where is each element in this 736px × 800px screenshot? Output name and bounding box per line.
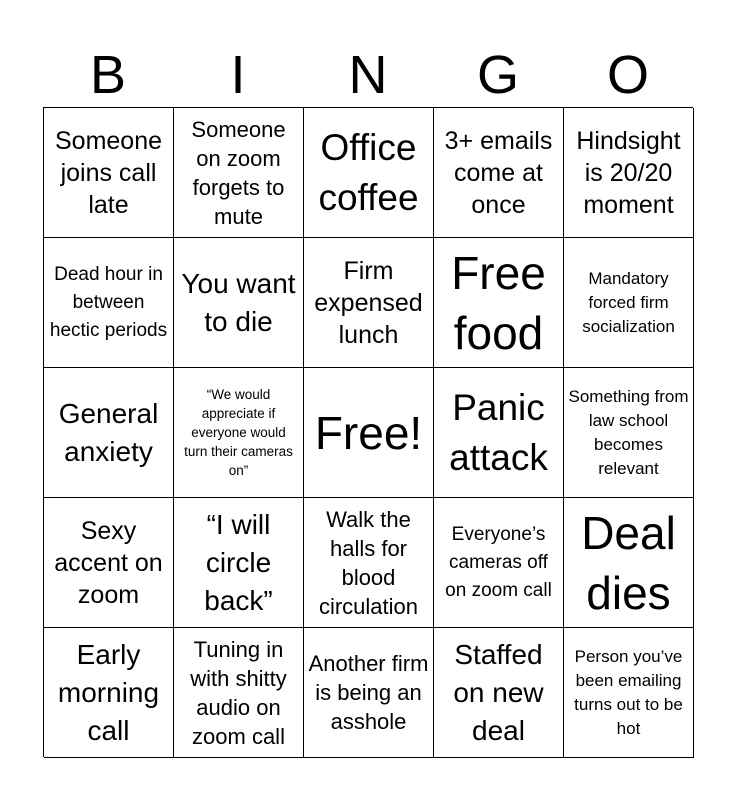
cell-text: Early morning call xyxy=(57,638,160,746)
bingo-cell[interactable] xyxy=(434,108,564,238)
cell-text: “I will circle back” xyxy=(204,508,273,616)
bingo-cell[interactable] xyxy=(44,238,174,368)
cell-text: Hindsight is 20/20 moment xyxy=(576,126,681,219)
cell-text: Tuning in with shitty audio on zoom call xyxy=(190,636,287,749)
cell-text: “We would appreciate if everyone would turn their cameras on” xyxy=(184,387,293,478)
cell-text: Everyone’s cameras off on zoom call xyxy=(445,523,552,601)
cell-text: Staffed on new deal xyxy=(453,638,544,746)
cell-text: Sexy accent on zoom xyxy=(54,516,163,609)
bingo-cell[interactable] xyxy=(44,498,174,628)
bingo-cell[interactable] xyxy=(564,368,694,498)
cell-text: Deal dies xyxy=(581,506,676,619)
cell-text: Someone on zoom forgets to mute xyxy=(191,116,286,229)
cell-text: Someone joins call late xyxy=(54,126,163,219)
bingo-cell[interactable] xyxy=(304,238,434,368)
bingo-header xyxy=(43,42,693,108)
bingo-grid xyxy=(43,107,693,757)
bingo-cell[interactable] xyxy=(304,628,434,758)
bingo-cell[interactable] xyxy=(564,108,694,238)
cell-text: Walk the halls for blood circulation xyxy=(318,506,419,619)
bingo-cell[interactable] xyxy=(434,498,564,628)
bingo-cell[interactable] xyxy=(174,108,304,238)
cell-text: Panic attack xyxy=(449,386,548,478)
bingo-cell[interactable] xyxy=(434,368,564,498)
bingo-cell[interactable] xyxy=(44,108,174,238)
cell-text: Something from law school becomes relevant xyxy=(568,386,689,478)
cell-text: Free food xyxy=(451,246,546,359)
bingo-cell[interactable] xyxy=(564,498,694,628)
header-letter-o: O xyxy=(606,45,649,105)
bingo-cell[interactable] xyxy=(304,108,434,238)
bingo-cell[interactable] xyxy=(564,238,694,368)
header-letter-b: B xyxy=(89,45,127,105)
cell-text: 3+ emails come at once xyxy=(444,126,553,219)
header-letter-g: G xyxy=(476,45,519,105)
bingo-cell[interactable] xyxy=(434,238,564,368)
bingo-cell[interactable] xyxy=(434,628,564,758)
cell-text: Free! xyxy=(314,406,423,459)
bingo-cell[interactable] xyxy=(174,628,304,758)
bingo-cell[interactable] xyxy=(564,628,694,758)
cell-text: You want to die xyxy=(181,267,296,337)
bingo-cell[interactable] xyxy=(304,498,434,628)
cell-text: Mandatory forced firm socialization xyxy=(582,268,675,336)
cell-text: Office coffee xyxy=(318,126,419,218)
cell-text: Another firm is being an asshole xyxy=(308,651,429,734)
bingo-cell[interactable] xyxy=(44,368,174,498)
bingo-cell[interactable] xyxy=(44,628,174,758)
bingo-cell[interactable] xyxy=(174,498,304,628)
bingo-cell[interactable] xyxy=(174,368,304,498)
cell-text: Person you’ve been emailing turns out to be hot xyxy=(574,646,683,738)
cell-text: Firm expensed lunch xyxy=(314,256,423,349)
header-letter-n: N xyxy=(348,45,388,105)
cell-text: Dead hour in between hectic periods xyxy=(49,263,168,341)
free-cell[interactable] xyxy=(304,368,434,498)
header-letter-i: I xyxy=(230,45,246,105)
cell-text: General anxiety xyxy=(58,397,159,467)
bingo-cell[interactable] xyxy=(174,238,304,368)
